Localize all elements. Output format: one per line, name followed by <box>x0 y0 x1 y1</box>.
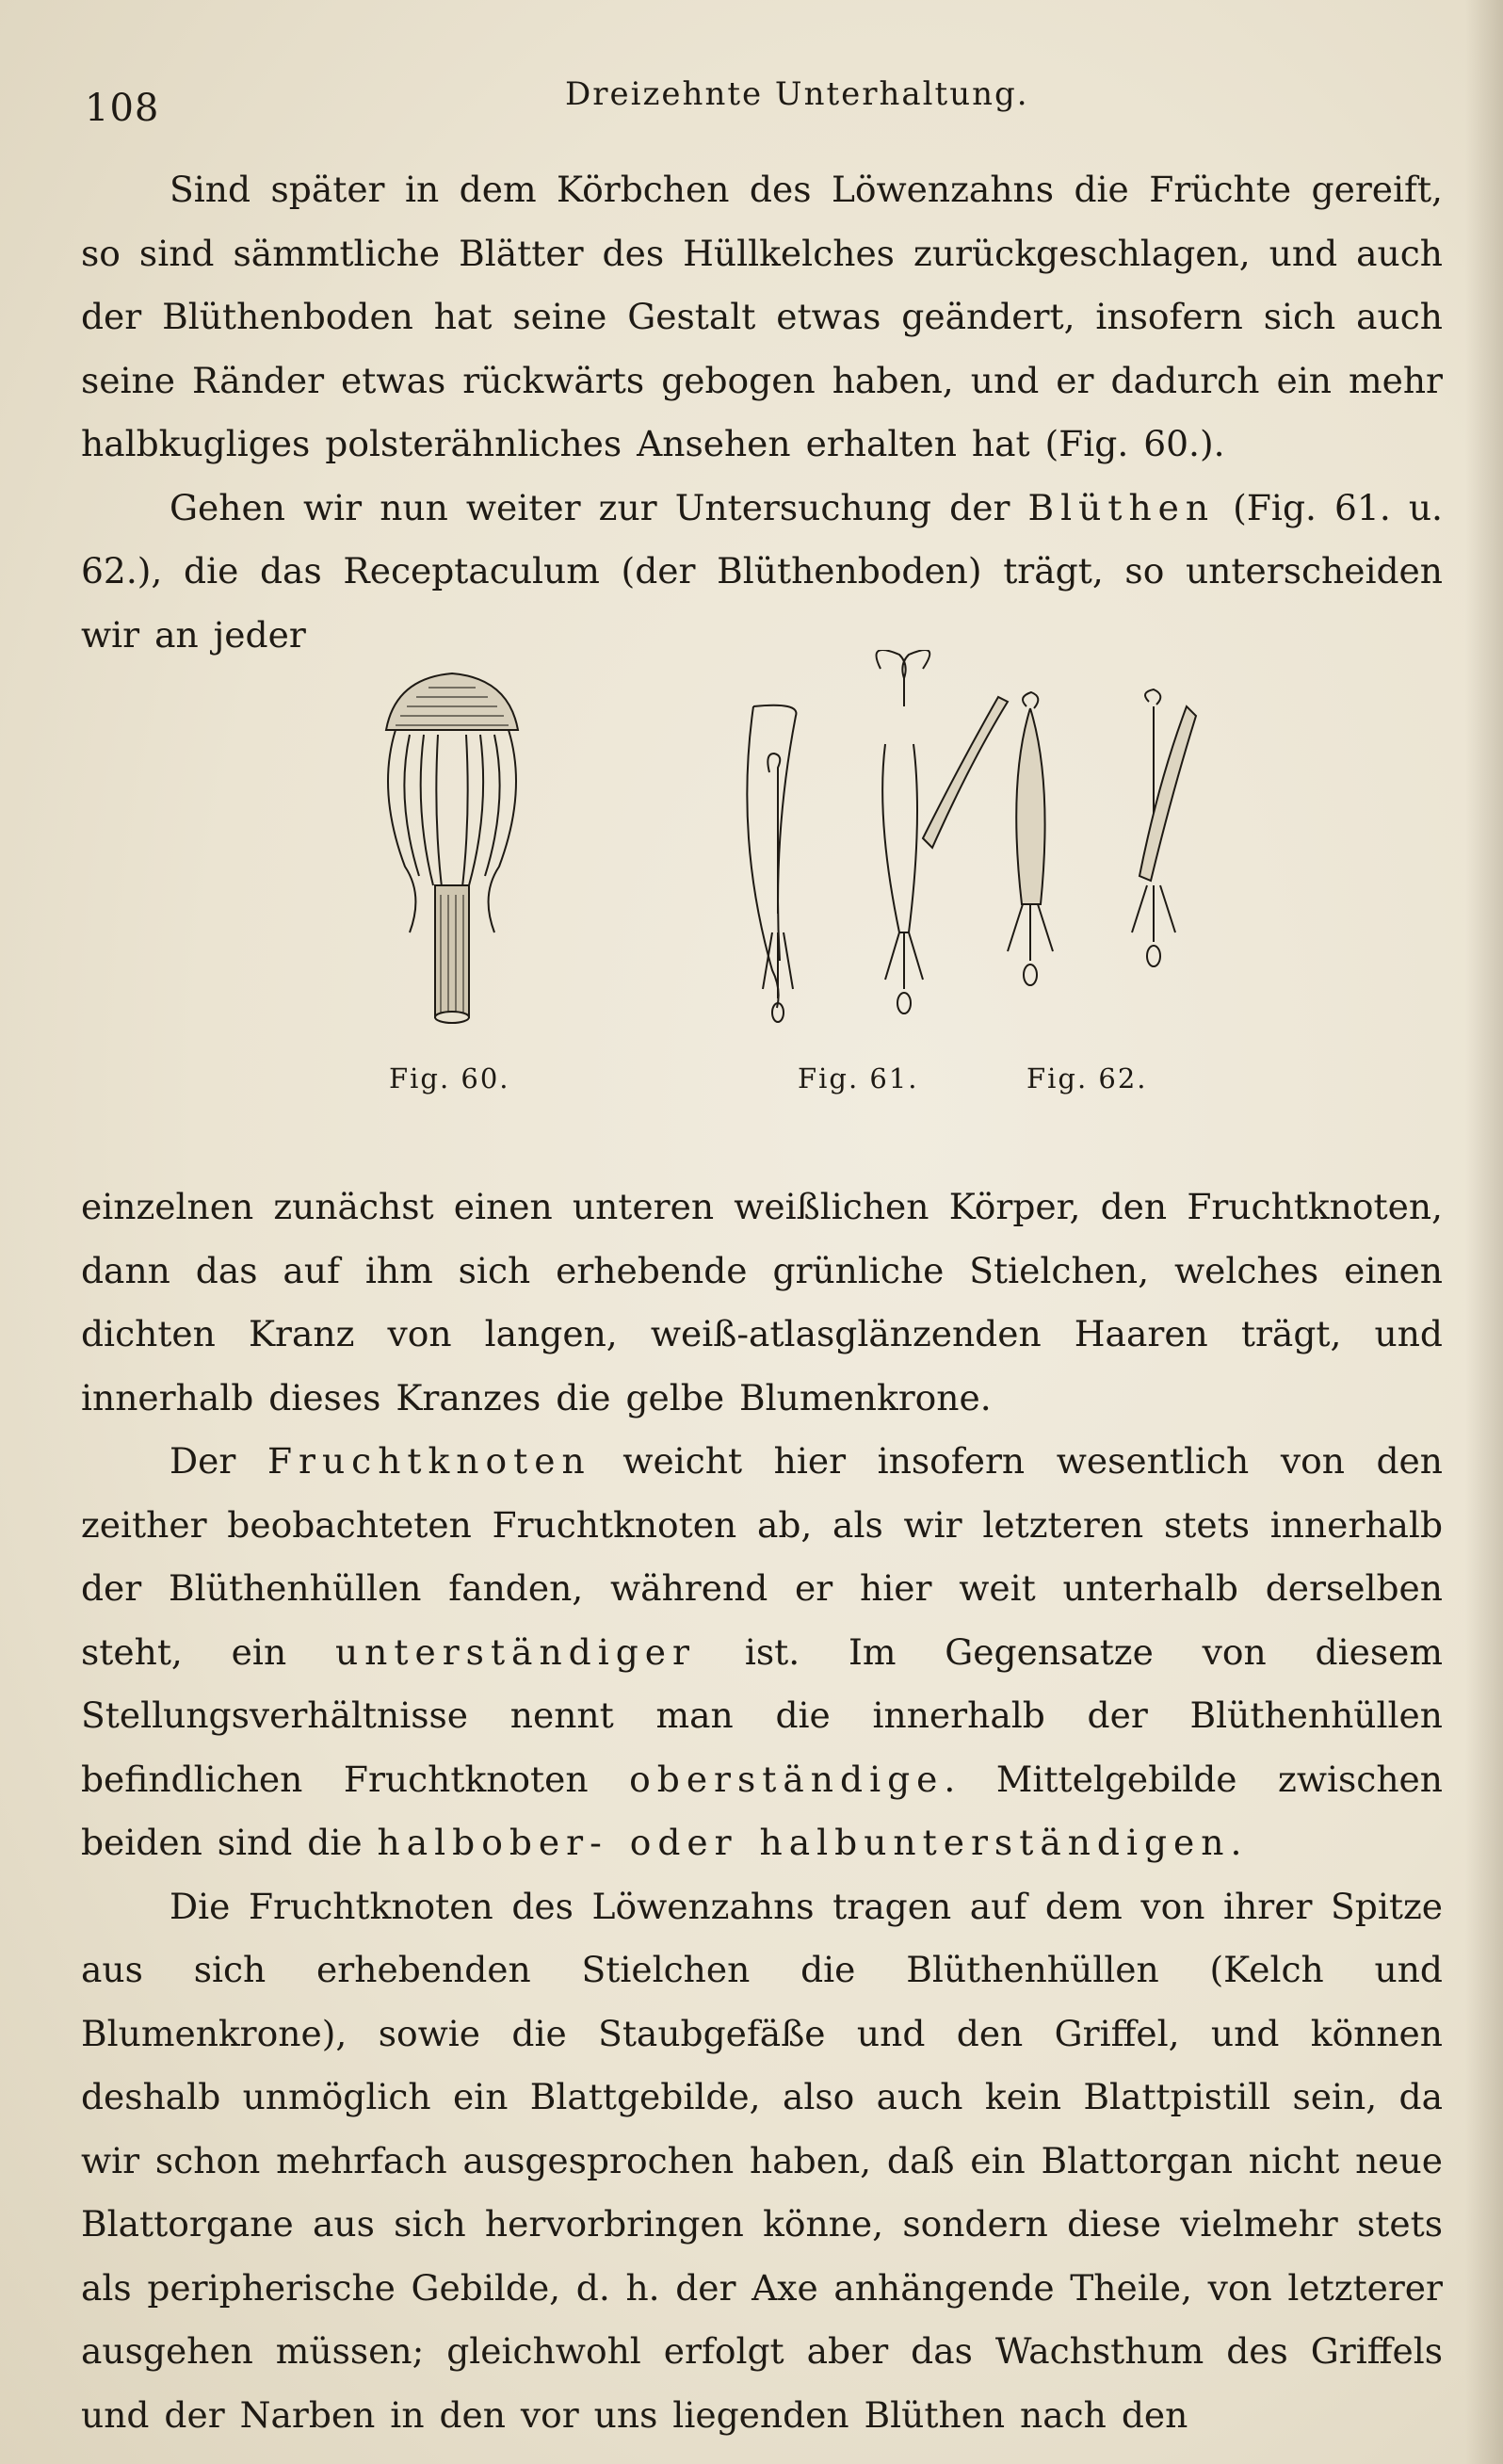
text-block-top <box>81 158 1443 667</box>
figure-caption-60: Fig. 60. <box>389 1062 510 1094</box>
running-title: Dreizehnte Unterhaltung. <box>565 75 1029 113</box>
page-gutter-shadow <box>1465 0 1503 2464</box>
text-run: weicht hier insofern wesentlich von den zeither beobachteten Fruchtknoten ab, als wir letzteren stets innerhalb der Blüthenhüllen fanden, während er hier weit unterhalb derselben steht, ein <box>81 1440 1443 1673</box>
emphasis-bluethen: Blüthen <box>1027 486 1216 528</box>
paragraph-floret-parts: einzelnen zunächst einen unteren weißlichen Körper, den Fruchtknoten, dann das auf ihm sich erhebende grünliche Stielchen, welches einen dichten Kranz von langen, weiß-atlasglänzenden Haaren trägt, und innerhalb dieses Kranzes die gelbe Blumenkrone. <box>81 1186 1443 1418</box>
text-run: . <box>1230 1822 1242 1863</box>
text-run: (Fig. 61. u. 62.), die das Receptaculum (der Blüthenboden) trägt, so unterscheiden wir an jeder <box>81 486 1443 656</box>
botanical-illustrations <box>358 650 1205 1121</box>
text-run: ist. Im Gegensatze von diesem Stellungsverhältnisse nennt man die innerhalb der Blüthenhüllen befindlichen Fruchtknoten <box>81 1630 1443 1800</box>
emphasis-oberstaendige: oberständige <box>629 1758 945 1800</box>
emphasis-halbstaendigen: halbober- oder halbunterständigen <box>377 1822 1231 1863</box>
page-number: 108 <box>85 87 160 130</box>
paragraph-flowers-intro <box>81 477 1443 668</box>
emphasis-unterstaendiger: unterständiger <box>334 1630 696 1673</box>
text-run: Der <box>170 1440 267 1482</box>
emphasis-fruchtknoten: Fruchtknoten <box>267 1440 591 1482</box>
text-run: Gehen wir nun weiter zur Untersuchung der <box>170 486 1028 528</box>
fig-60-receptacle-illustration <box>386 673 518 1023</box>
paragraph-ovary-position <box>81 1430 1443 1875</box>
paragraph-fruit-ripening: Sind später in dem Körbchen des Löwenzahns die Früchte gereift, so sind sämmtliche Blätter des Hüllkelches zurückgeschlagen, und auch der Blüthenboden hat seine Gestalt etwas geändert, insofern sich auch seine Ränder etwas rückwärts gebogen haben, und er dadurch ein mehr halbkugliges polsterähnliches Ansehen erhalten hat (Fig. 60.). <box>81 169 1443 464</box>
fig-61-floret-illustrations <box>747 650 1008 1022</box>
text-block-bottom <box>81 1175 1443 2447</box>
figure-caption-61: Fig. 61. <box>798 1062 919 1094</box>
figure-caption-62: Fig. 62. <box>1026 1062 1148 1094</box>
fig-62-floret-illustrations <box>1008 689 1196 985</box>
paragraph-style-growth: Die Fruchtknoten des Löwenzahns tragen auf dem von ihrer Spitze aus sich erhebenden Stielchen die Blüthenhüllen (Kelch und Blumenkrone), sowie die Staubgefäße und den Griffel, und können deshalb unmöglich ein Blattgebilde, also auch kein Blattpistill sein, da wir schon mehrfach ausgesprochen haben, daß ein Blattorgan nicht neue Blattorgane aus sich hervorbringen könne, sondern diese vielmehr stets als peripherische Gebilde, d. h. der Axe anhängende Theile, von letzterer ausgehen müssen; gleichwohl erfolgt aber das Wachsthum des Griffels und der Narben in den vor uns liegenden Blüthen nach den <box>81 1885 1443 2436</box>
text-run: . Mittelgebilde zwischen beiden sind die <box>81 1758 1443 1863</box>
